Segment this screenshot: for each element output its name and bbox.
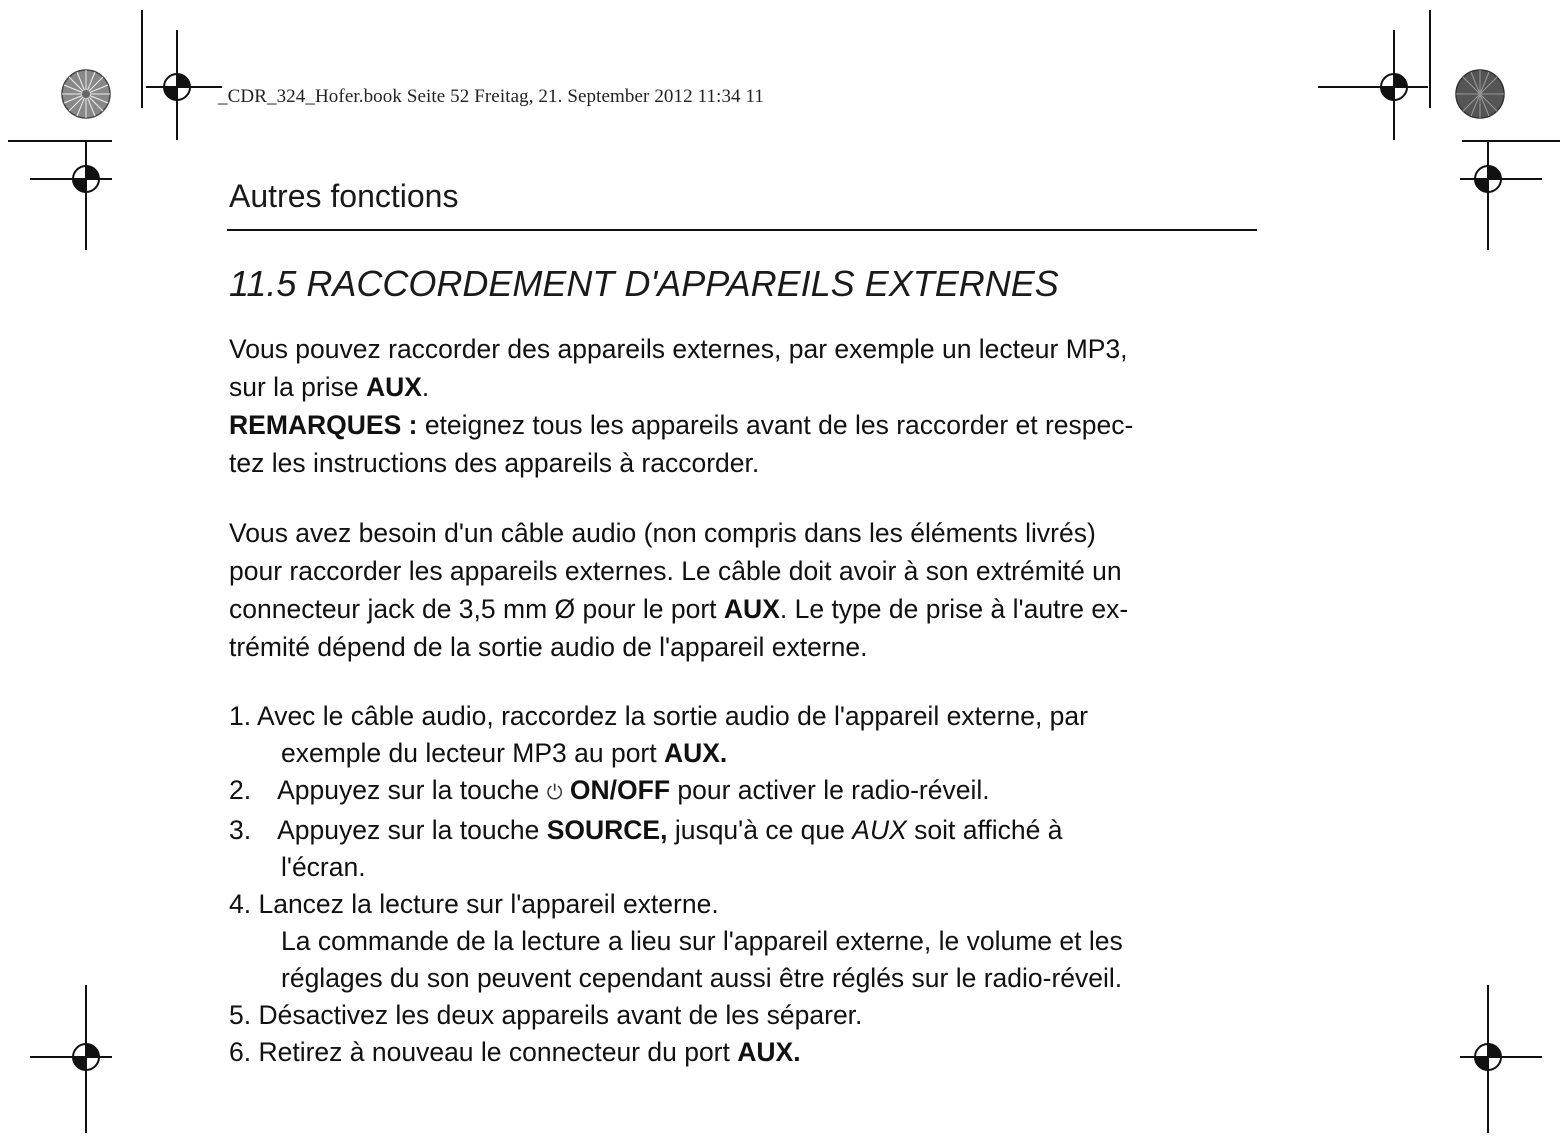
- list-item: [229, 1034, 1264, 1071]
- step-line: La commande de la lecture a lieu sur l'appareil externe, le volume et les: [281, 926, 1123, 956]
- note-line: tez les instructions des appareils à raccorder.: [229, 448, 760, 478]
- steps-list: [229, 698, 1264, 1071]
- power-icon: ⏻: [546, 782, 563, 804]
- step-line: [229, 812, 1264, 849]
- source-label: SOURCE,: [546, 815, 668, 845]
- step-number: 3.: [229, 815, 252, 845]
- text: . Le type de prise à l'autre ex-: [779, 594, 1129, 624]
- para-line: trémité dépend de la sortie audio de l'appareil externe.: [229, 632, 868, 662]
- text: jusqu'à ce que: [667, 815, 853, 845]
- note-text: eteignez tous les appareils avant de les raccorder et respec-: [417, 410, 1134, 440]
- registration-wheel-icon: [1454, 66, 1514, 126]
- registration-mark-icon: [126, 30, 226, 150]
- step-line: 5. Désactivez les deux appareils avant de les séparer.: [229, 1000, 863, 1030]
- text: Appuyez sur la touche: [277, 815, 547, 845]
- section-title: Autres fonctions: [229, 178, 459, 214]
- step-line: [229, 735, 1264, 772]
- text: sur la prise: [229, 372, 366, 402]
- text: Appuyez sur la touche: [277, 775, 547, 805]
- intro-line: [229, 368, 1264, 406]
- step-line: réglages du son peuvent cependant aussi être réglés sur le radio-réveil.: [281, 963, 1123, 993]
- registration-wheel-icon: [60, 66, 120, 126]
- note-line: [229, 406, 1264, 444]
- registration-mark-icon: [1432, 985, 1532, 1135]
- registration-mark-icon: [30, 130, 130, 250]
- registration-mark-icon: [1432, 130, 1532, 250]
- aux-label: AUX.: [663, 738, 728, 768]
- para-line: [229, 590, 1264, 628]
- aux-display-label: AUX: [852, 815, 907, 845]
- list-item: [229, 698, 1264, 772]
- step-line: l'écran.: [281, 852, 366, 882]
- step-number: 2.: [229, 775, 252, 805]
- chapter-title: 11.5 RACCORDEMENT D'APPAREILS EXTERNES: [229, 263, 1059, 304]
- note-label: REMARQUES :: [229, 410, 418, 440]
- text: exemple du lecteur MP3 au port: [281, 738, 664, 768]
- aux-label: AUX: [723, 594, 780, 624]
- text: pour activer le radio-réveil.: [670, 775, 990, 805]
- registration-mark-icon: [30, 985, 130, 1135]
- intro-paragraph: [229, 330, 1264, 482]
- cable-paragraph: [229, 514, 1264, 666]
- para-line: Vous avez besoin d'un câble audio (non compris dans les éléments livrés): [229, 518, 1096, 548]
- on-off-label: ON/OFF: [569, 775, 671, 805]
- list-item: [229, 997, 1264, 1034]
- header-rule: [227, 229, 1257, 231]
- step-line: 4. Lancez la lecture sur l'appareil externe.: [229, 889, 719, 919]
- step-line: 1. Avec le câble audio, raccordez la sortie audio de l'appareil externe, par: [229, 701, 1088, 731]
- aux-label: AUX: [365, 372, 422, 402]
- list-item: [229, 812, 1264, 886]
- print-slug: _CDR_324_Hofer.book Seite 52 Freitag, 21. September 2012 11:34 11: [218, 86, 765, 107]
- text: 6. Retirez à nouveau le connecteur du port: [229, 1037, 738, 1067]
- text: soit affiché à: [906, 815, 1063, 845]
- intro-line: Vous pouvez raccorder des appareils externes, par exemple un lecteur MP3,: [229, 334, 1128, 364]
- text: connecteur jack de 3,5 mm Ø pour le port: [229, 594, 724, 624]
- list-item: [229, 772, 1264, 812]
- text: .: [421, 372, 430, 402]
- aux-label: AUX.: [737, 1037, 801, 1067]
- step-line: [229, 1034, 1264, 1071]
- para-line: pour raccorder les appareils externes. Le câble doit avoir à son extrémité un: [229, 556, 1122, 586]
- list-item: [229, 886, 1264, 997]
